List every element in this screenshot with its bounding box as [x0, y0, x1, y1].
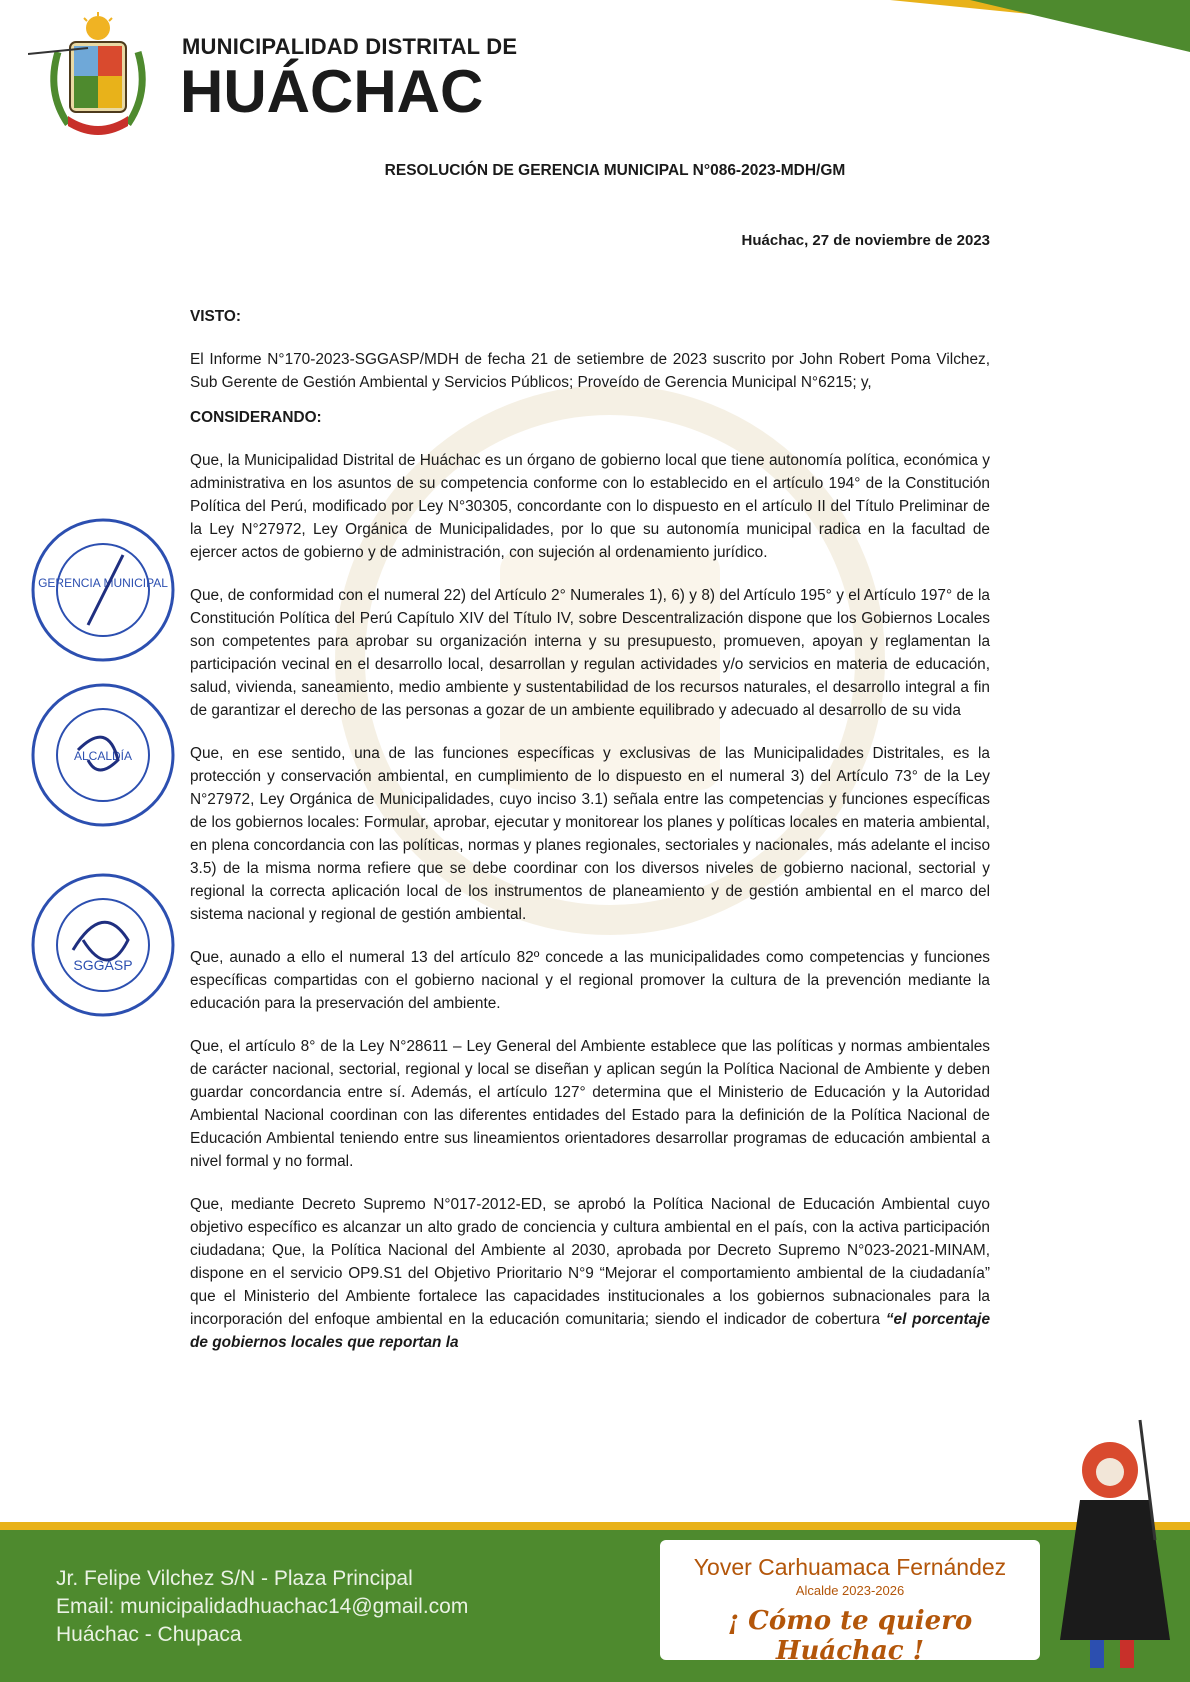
- document-body: [190, 305, 990, 1374]
- footer-location: Huáchac - Chupaca: [56, 1623, 242, 1646]
- paragraph: Que, el artículo 8° de la Ley N°28611 – Ley General del Ambiente establece que las políticas y normas ambientales de carácter nacional, sectorial, regional y local se diseñan y aplican según la Política Nacional de Ambiente y deben guardar concordancia entre sí. Además, el artículo 127° determina que el Ministerio de Educación y la Autoridad Ambiental Nacional coordinan con las diferentes entidades del Estado para la definición de la Política Nacional de Educación Ambiental teniendo entre sus lineamientos orientadores desarrollar programas de educación ambiental a nivel formal y no formal.: [190, 1038, 990, 1170]
- paragraph-last: [190, 1193, 990, 1354]
- municipality-subtitle: MUNICIPALIDAD DISTRITAL DE: [182, 34, 518, 59]
- paragraph-last-text: Que, mediante Decreto Supremo N°017-2012-ED, se aprobó la Política Nacional de Educación Ambiental cuyo objetivo específico es alcanzar un alto grado de conciencia y cultura ambiental en el país, con la activa participación ciudadana; Que, la Política Nacional del Ambiente al 2030, aprobada por Decreto Supremo N°023-2021-MINAM, dispone en el servicio OP9.S1 del Objetivo Prioritario N°9 “Mejorar el comportamiento ambiental de la ciudadanía” que el Ministerio del Ambiente fortalece las capacidades institucionales a los gobiernos subnacionales para la incorporación del enfoque ambiental en la educación comunitaria; siendo el indicador de cobertura: [190, 1196, 990, 1328]
- footer-stripe: [0, 1522, 1190, 1530]
- municipal-crest-logo: [28, 12, 168, 142]
- paragraph: Que, la Municipalidad Distrital de Huáchac es un órgano de gobierno local que tiene autonomía política, económica y administrativa en los asuntos de su competencia conforme con lo establecido en el artículo 194° de la Constitución Política del Perú, modificado por Ley N°30305, concordante con lo dispuesto en el artículo II del Título Preliminar de la Ley N°27972, Ley Orgánica de Municipalidades, por lo que su autonomía municipal radica en la facultad de ejercer actos de gobierno y de administración, con sujeción al ordenamiento jurídico.: [190, 452, 990, 561]
- corner-ribbon: [830, 0, 1190, 60]
- mayor-box: [660, 1540, 1040, 1666]
- visto-text: El Informe N°170-2023-SGGASP/MDH de fecha 21 de setiembre de 2023 suscrito por John Robert Poma Vilchez, Sub Gerente de Gestión Ambiental y Servicios Públicos; Proveído de Gerencia Municipal N°6215; y,: [190, 351, 990, 391]
- footer-email: Email: municipalidadhuachac14@gmail.com: [56, 1595, 469, 1618]
- paragraph: Que, en ese sentido, una de las funciones específicas y exclusivas de las Municipalidades Distritales, es la protección y conservación ambiental, en cumplimiento de lo dispuesto en el numeral 3) del Artículo 73° de la Ley N°27972, Ley Orgánica de Municipalidades, cuyo inciso 3.1) señala entre las competencias y funciones específicas de los gobiernos locales: Formular, aprobar, ejecutar y monitorear los planes y políticas locales en materia ambiental, en plena concordancia con las políticas, normas y planes regionales, sectoriales y nacionales, más adelante el inciso 3.5) de la misma norma refiere que se debe coordinar con los diversos niveles de gobierno nacional, sectorial y regional la correcta aplicación local de los instrumentos de planeamiento y de gestión ambiental en el marco del sistema nacional y regional de gestión ambiental.: [190, 745, 990, 923]
- stamp-2-center: ALCALDÍA: [73, 749, 133, 763]
- visto-heading: VISTO:: [190, 308, 242, 325]
- dancer-illustration: [1040, 1410, 1190, 1670]
- stamp-3-center: SGGASP: [73, 957, 133, 973]
- stamp-alcaldia: [28, 680, 178, 830]
- stamp-sggasp: [28, 870, 178, 1020]
- considerando-heading: CONSIDERANDO:: [190, 409, 322, 426]
- slogan: ¡ Cómo te quiero Huáchac !: [727, 1606, 973, 1666]
- stamp-1-center: GERENCIA MUNICIPAL: [38, 576, 168, 590]
- paragraph: Que, de conformidad con el numeral 22) del Artículo 2° Numerales 1), 6) y 8) del Artículo 195° y el Artículo 197° de la Constitución Política del Perú Capítulo XIV del Título IV, sobre Descentralización dispone que los Gobiernos Locales son competentes para aprobar su organización interna y su presupuesto, promueven, apoyan y reglamentan la participación vecinal en el desarrollo local, desarrollan y regulan actividades y/o servicios en materia de educación, salud, vivienda, saneamiento, medio ambiente y sustentabilidad de los recursos naturales, el desarrollo integral a fin de garantizar el derecho de las personas a gozar de un ambiente equilibrado y adecuado al desarrollo de su vida: [190, 587, 990, 719]
- mayor-role: Alcalde 2023-2026: [795, 1583, 905, 1598]
- footer-contact: [56, 1565, 468, 1649]
- document-date: Huáchac, 27 de noviembre de 2023: [741, 232, 990, 249]
- paragraph-last-quote: “el porcentaje de gobiernos locales que reportan la: [190, 1311, 990, 1351]
- paragraph: Que, aunado a ello el numeral 13 del artículo 82º concede a las municipalidades como competencias y funciones específicas compartidas con el gobierno nacional y el regional promover la cultura de la prevención mediante la educación para la preservación del ambiente.: [190, 949, 990, 1012]
- footer-address: Jr. Felipe Vilchez S/N - Plaza Principal: [56, 1567, 413, 1590]
- mayor-name: Yover Carhuamaca Fernández: [693, 1554, 1007, 1580]
- municipality-name: HUÁCHAC: [180, 58, 484, 125]
- resolution-title: RESOLUCIÓN DE GERENCIA MUNICIPAL N°086-2023-MDH/GM: [384, 162, 846, 179]
- stamp-gerencia-municipal: [28, 515, 178, 665]
